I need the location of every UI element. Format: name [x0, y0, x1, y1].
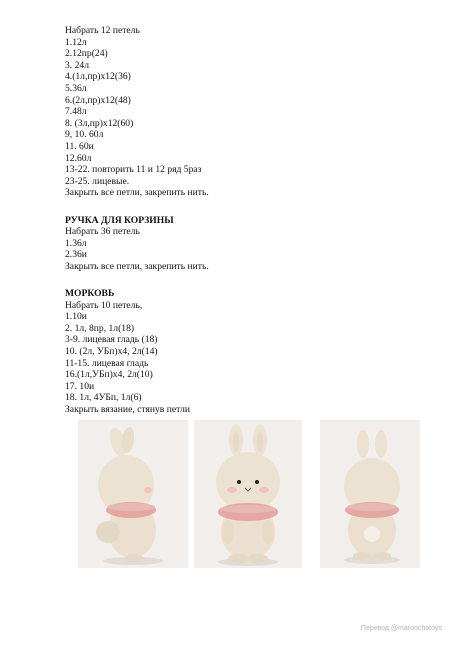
pattern-line: 7.48л [65, 106, 87, 118]
pattern-line: Набрать 10 петель, [65, 299, 143, 311]
pattern-line: 10. (2л, УБп)х4, 2л(14) [65, 346, 158, 358]
pattern-line: 5.36л [65, 82, 87, 94]
pattern-line: Набрать 36 петель [65, 226, 140, 238]
translation-credit: Перевод @maroochatoys [360, 625, 442, 632]
pattern-line: 8. (3л,пр)х12(60) [65, 117, 134, 129]
section-heading: РУЧКА ДЛЯ КОРЗИНЫ [65, 214, 174, 226]
pattern-line: 1.36л [65, 237, 87, 249]
pattern-line: 9, 10. 60л [65, 129, 104, 141]
pattern-line: Закрыть все петли, закрепить нить. [65, 260, 209, 272]
pattern-line: Набрать 12 петель [65, 25, 140, 36]
pattern-line: 4.(1л,пр)х12(36) [65, 71, 131, 83]
pattern-line: Закрыть вязание, стянув петли [65, 404, 190, 415]
pattern-line: 17. 10и [65, 380, 95, 392]
section-basket-handle [65, 215, 425, 273]
section-heading: МОРКОВЬ [65, 288, 115, 300]
pattern-line: 11. 60и [65, 140, 94, 152]
photo-strip [78, 420, 420, 568]
pattern-line: 23-25. лицевые. [65, 175, 130, 187]
pattern-line: 18. 1л, 4УБп, 1л(6) [65, 392, 142, 404]
bunny-front-view-image [194, 420, 302, 568]
pattern-line: 1.12л [65, 36, 87, 48]
pattern-line: 2.12пр(24) [65, 48, 108, 60]
bunny-side-view-image [78, 420, 188, 568]
pattern-line: 13-22. повторить 11 и 12 ряд 5раз [65, 164, 202, 176]
pattern-line: 2. 1л, 8пр, 1л(18) [65, 322, 135, 334]
pattern-line: 1.10и [65, 311, 87, 323]
pattern-line: 6.(2л,пр)х12(48) [65, 94, 131, 106]
section-basket-rows [65, 25, 425, 199]
pattern-line: Закрыть все петли, закрепить нить. [65, 187, 209, 199]
pattern-line: 16.(1л,УБп)х4, 2л(10) [65, 369, 153, 381]
pattern-line: 2.36и [65, 249, 87, 261]
pattern-line: 3. 24л [65, 59, 89, 71]
pattern-line: 11-15. лицевая гладь [65, 357, 149, 369]
pattern-line: 3-9. лицевая гладь (18) [65, 334, 158, 346]
section-carrot [65, 288, 425, 416]
bunny-back-view-image [320, 420, 420, 568]
pattern-text [65, 25, 425, 416]
pattern-line: 12.60л [65, 152, 92, 164]
